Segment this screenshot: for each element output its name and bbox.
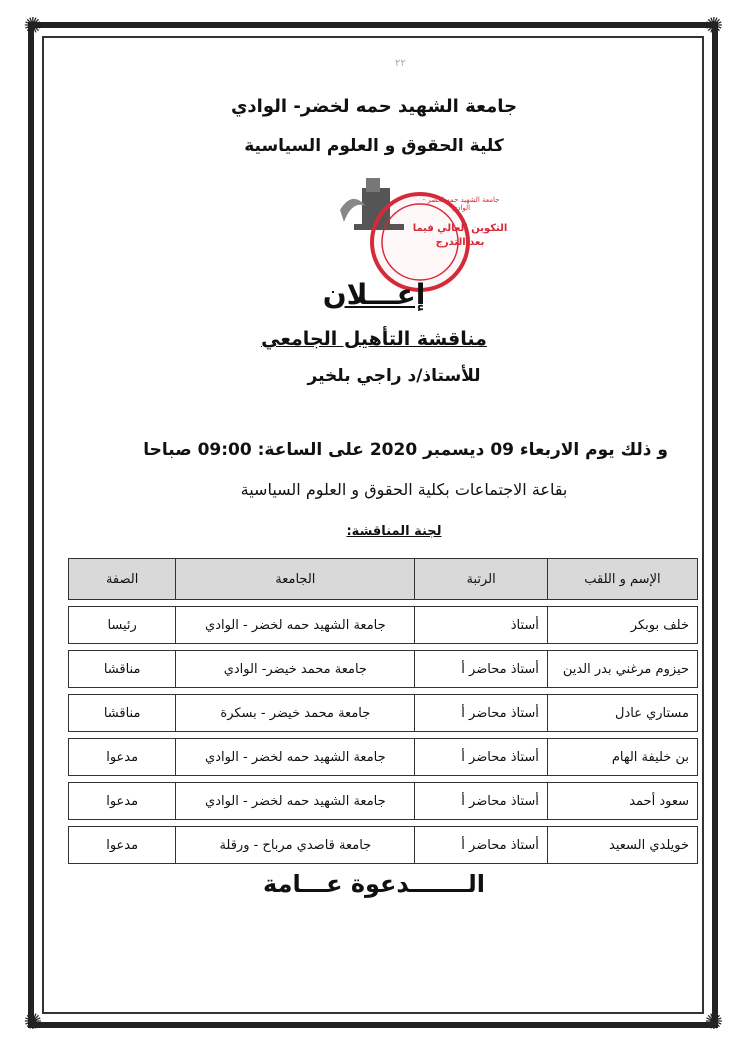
cell-rank: أستاذ محاضر أ — [415, 827, 548, 864]
corner-ornament-icon: ✺ — [23, 14, 43, 39]
cell-name: مستاري عادل — [547, 695, 697, 732]
cell-rank: أستاذ — [415, 607, 548, 644]
cell-role: مناقشا — [69, 651, 176, 688]
committee-table — [68, 558, 698, 864]
cell-role: رئيسا — [69, 607, 176, 644]
cell-role: مدعوا — [69, 739, 176, 776]
header-name: الإسم و اللقب — [547, 559, 697, 600]
corner-ornament-icon: ✺ — [704, 14, 724, 39]
table-row — [69, 783, 698, 820]
header-role: الصفة — [69, 559, 176, 600]
corner-ornament-icon: ✺ — [704, 1010, 724, 1035]
stamp-ring-text: جامعة الشهيد حمه لخضر - الوادي — [422, 196, 500, 212]
cell-rank: أستاذ محاضر أ — [415, 651, 548, 688]
cell-name: حيزوم مرغني بدر الدين — [547, 651, 697, 688]
announcement-subject: مناقشة التأهيل الجامعي — [261, 328, 487, 350]
cell-name: خويلدي السعيد — [547, 827, 697, 864]
table-row — [69, 827, 698, 864]
defense-venue: بقاعة الاجتماعات بكلية الحقوق و العلوم السياسية — [240, 480, 568, 499]
table-header-row — [69, 559, 698, 600]
cell-name: خلف بوبكر — [547, 607, 697, 644]
cell-university: جامعة الشهيد حمه لخضر - الوادي — [176, 783, 415, 820]
cell-rank: أستاذ محاضر أ — [415, 695, 548, 732]
announcement-title: إعـــلان — [322, 278, 426, 311]
table-row — [69, 651, 698, 688]
stamp-text-2: بعد التدرج — [435, 237, 485, 248]
corner-ornament-icon: ✺ — [23, 1010, 43, 1035]
table-row — [69, 739, 698, 776]
cell-university: جامعة الشهيد حمه لخضر - الوادي — [176, 739, 415, 776]
cell-name: بن خليفة الهام — [547, 739, 697, 776]
cell-university: جامعة محمد خيضر- الوادي — [176, 651, 415, 688]
candidate-name: للأستاذ/د راجي بلخير — [307, 366, 481, 386]
header-university: الجامعة — [176, 559, 415, 600]
page-number: ٢٢ — [395, 58, 406, 69]
document-page — [60, 50, 688, 1000]
table-row — [69, 695, 698, 732]
cell-role: مدعوا — [69, 827, 176, 864]
cell-university: جامعة قاصدي مرباح - ورقلة — [176, 827, 415, 864]
stamp-text-1: التكوين العالي فيما — [412, 223, 508, 234]
faculty-name: كلية الحقوق و العلوم السياسية — [244, 136, 504, 156]
table-row — [69, 607, 698, 644]
defense-datetime: و ذلك يوم الاربعاء 09 ديسمبر 2020 على الساعة: 09:00 صباحا — [143, 440, 668, 460]
cell-rank: أستاذ محاضر أ — [415, 783, 548, 820]
committee-label: لجنة المناقشة: — [346, 524, 442, 539]
cell-role: مدعوا — [69, 783, 176, 820]
cell-university: جامعة محمد خيضر - بسكرة — [176, 695, 415, 732]
cell-role: مناقشا — [69, 695, 176, 732]
public-invitation: الـــــــدعوة عـــامة — [263, 870, 485, 898]
cell-name: سعود أحمد — [547, 783, 697, 820]
cell-rank: أستاذ محاضر أ — [415, 739, 548, 776]
cell-university: جامعة الشهيد حمه لخضر - الوادي — [176, 607, 415, 644]
university-name: جامعة الشهيد حمه لخضر- الوادي — [230, 96, 518, 117]
header-rank: الرتبة — [415, 559, 548, 600]
